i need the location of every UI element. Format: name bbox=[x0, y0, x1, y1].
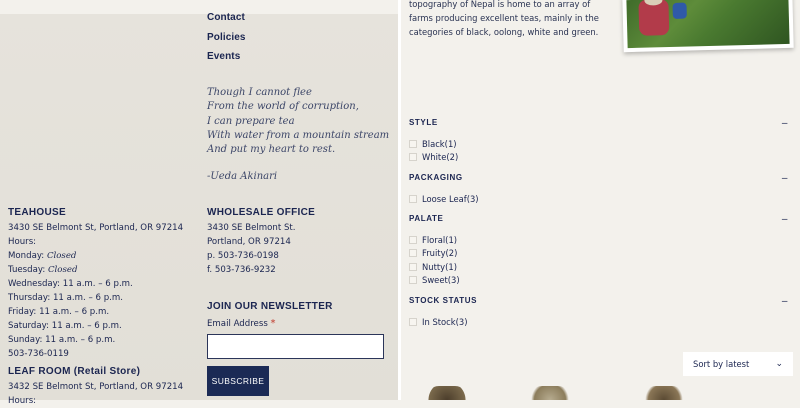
poem-line: And put my heart to rest. bbox=[207, 144, 336, 156]
filter-group-style bbox=[409, 118, 789, 164]
photo-person-2 bbox=[672, 3, 686, 19]
filter-heading-packaging[interactable]: PACKAGING – bbox=[409, 173, 788, 184]
photo-image bbox=[626, 0, 789, 48]
filter-option-loose-leaf[interactable]: Loose Leaf (3) bbox=[409, 192, 789, 206]
poem-line: With water from a mountain stream bbox=[207, 129, 390, 141]
wholesale-title: WHOLESALE OFFICE bbox=[207, 207, 316, 218]
collapse-icon[interactable]: – bbox=[781, 296, 788, 307]
teahouse-info bbox=[8, 207, 183, 361]
subscribe-button[interactable]: SUBSCRIBE bbox=[207, 366, 269, 396]
newsletter-form bbox=[207, 301, 384, 396]
poem-line: I can prepare tea bbox=[207, 115, 295, 127]
poem-line: Though I cannot flee bbox=[207, 87, 312, 98]
product-image[interactable] bbox=[425, 386, 469, 400]
checkbox[interactable] bbox=[409, 318, 417, 326]
wholesale-info bbox=[207, 207, 315, 277]
sort-label: Sort by latest bbox=[693, 359, 750, 369]
nav-link-policies[interactable]: Policies bbox=[207, 31, 246, 43]
footer-nav bbox=[207, 12, 246, 71]
filter-option-fruity[interactable]: Fruity (2) bbox=[409, 247, 789, 261]
filter-option-in-stock[interactable]: In Stock (3) bbox=[409, 315, 789, 329]
filter-heading-palate[interactable]: PALATE – bbox=[409, 214, 788, 225]
checkbox[interactable] bbox=[409, 195, 417, 203]
nav-link-contact[interactable]: Contact bbox=[207, 12, 245, 23]
hours-row: Thursday: 11 a.m. – 6 p.m. bbox=[8, 293, 123, 303]
filter-option-sweet[interactable]: Sweet (3) bbox=[409, 274, 789, 288]
sort-select[interactable] bbox=[683, 352, 793, 376]
email-label: Email Address * bbox=[207, 318, 276, 329]
hours-row: Wednesday: 11 a.m. – 6 p.m. bbox=[8, 279, 133, 289]
collapse-icon[interactable]: – bbox=[781, 173, 788, 184]
panel-divider bbox=[398, 0, 401, 400]
wholesale-address-line2: Portland, OR 97214 bbox=[207, 237, 291, 247]
product-grid-preview bbox=[420, 386, 800, 400]
footer-panel bbox=[0, 0, 398, 406]
checkbox[interactable] bbox=[409, 263, 417, 271]
leafroom-address: 3432 SE Belmont St, Portland, OR 97214 bbox=[8, 382, 184, 392]
filter-group-palate bbox=[409, 214, 789, 287]
product-image[interactable] bbox=[528, 386, 572, 400]
checkbox[interactable] bbox=[409, 153, 417, 161]
filter-option-floral[interactable]: Floral (1) bbox=[409, 233, 789, 247]
hours-row: Monday: Closed bbox=[8, 251, 77, 261]
filter-option-white[interactable]: White (2) bbox=[409, 151, 789, 165]
intro-text: topography of Nepal is home to an array of farms producing excellent teas, mainly in the categories of black, oolong, white and green. bbox=[409, 0, 599, 37]
leafroom-hours-label: Hours: bbox=[8, 396, 37, 406]
newsletter-title: JOIN OUR NEWSLETTER bbox=[207, 301, 333, 312]
wholesale-fax: f. 503-736-9232 bbox=[207, 265, 276, 275]
filter-group-packaging bbox=[409, 173, 789, 206]
email-input[interactable] bbox=[207, 334, 384, 359]
collapse-icon[interactable]: – bbox=[781, 214, 788, 225]
top-strip bbox=[0, 0, 398, 14]
filter-option-black[interactable]: Black (1) bbox=[409, 137, 789, 151]
checkbox[interactable] bbox=[409, 236, 417, 244]
poem-line: From the world of corruption, bbox=[207, 101, 359, 113]
checkbox[interactable] bbox=[409, 140, 417, 148]
teahouse-title: TEAHOUSE bbox=[8, 207, 66, 218]
leafroom-info bbox=[8, 366, 183, 408]
hours-row: Saturday: 11 a.m. – 6 p.m. bbox=[8, 321, 122, 331]
tea-farm-photo bbox=[622, 0, 793, 52]
hours-row: Sunday: 11 a.m. – 6 p.m. bbox=[8, 335, 116, 345]
poem bbox=[207, 86, 389, 185]
hours-row: Friday: 11 a.m. – 6 p.m. bbox=[8, 307, 110, 317]
chevron-down-icon: ⌄ bbox=[775, 359, 783, 369]
wholesale-phone: p. 503-736-0198 bbox=[207, 251, 279, 261]
product-image[interactable] bbox=[642, 386, 686, 400]
teahouse-hours-label: Hours: bbox=[8, 237, 37, 247]
hours-row: Tuesday: Closed bbox=[8, 265, 78, 275]
checkbox[interactable] bbox=[409, 249, 417, 257]
nav-link-events[interactable]: Events bbox=[207, 51, 241, 62]
teahouse-address: 3430 SE Belmont St, Portland, OR 97214 bbox=[8, 223, 184, 233]
required-mark: * bbox=[270, 318, 276, 329]
poem-author: -Ueda Akinari bbox=[207, 171, 278, 183]
collapse-icon[interactable]: – bbox=[781, 118, 788, 129]
filter-heading-stock-status[interactable]: STOCK STATUS – bbox=[409, 296, 788, 307]
wholesale-address-line1: 3430 SE Belmont St. bbox=[207, 223, 296, 233]
filter-option-nutty[interactable]: Nutty (1) bbox=[409, 260, 789, 274]
filter-group-stock-status bbox=[409, 296, 789, 329]
teahouse-phone: 503-736-0119 bbox=[8, 349, 69, 359]
filter-heading-style[interactable]: STYLE – bbox=[409, 118, 788, 129]
checkbox[interactable] bbox=[409, 276, 417, 284]
leafroom-title: LEAF ROOM (Retail Store) bbox=[8, 366, 141, 377]
